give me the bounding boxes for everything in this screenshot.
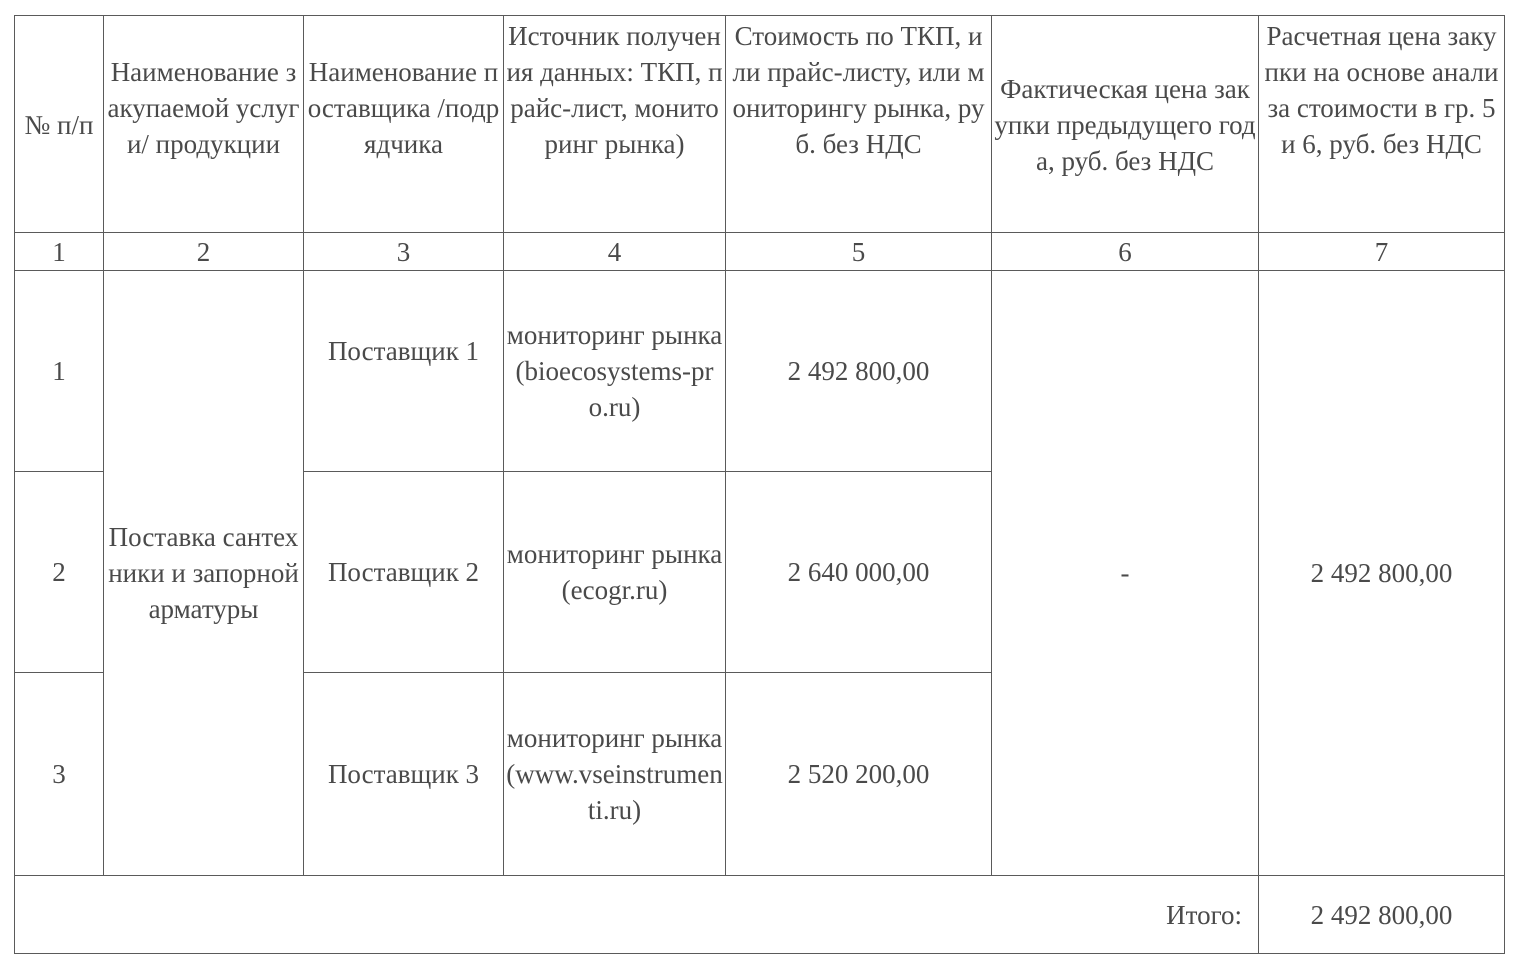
total-label: Итого: — [15, 876, 1259, 954]
header-col-cost: Стоимость по ТКП, или прайс-листу, или мониторингу рынка, руб. без НДС — [726, 16, 992, 233]
calculated-price: 2 492 800,00 — [1259, 271, 1505, 876]
row-number: 3 — [15, 673, 104, 876]
column-number: 3 — [304, 233, 504, 271]
total-row — [15, 876, 1505, 954]
column-number: 2 — [104, 233, 304, 271]
supplier-cost: 2 492 800,00 — [726, 271, 992, 472]
header-col-calculated: Расчетная цена закупки на основе анализа стоимости в гр. 5 и 6, руб. без НДС — [1259, 16, 1505, 233]
data-source: мониторинг рынка (bioecosystems-pro.ru) — [504, 271, 726, 472]
supplier-name: Поставщик 3 — [304, 673, 504, 876]
product-name: Поставка сантехники и запорной арматуры — [104, 271, 304, 876]
column-number: 7 — [1259, 233, 1505, 271]
supplier-name: Поставщик 2 — [304, 472, 504, 673]
column-number: 4 — [504, 233, 726, 271]
column-number: 6 — [992, 233, 1259, 271]
data-source: мониторинг рынка (ecogr.ru) — [504, 472, 726, 673]
previous-year-price: - — [992, 271, 1259, 876]
column-number: 1 — [15, 233, 104, 271]
row-number: 1 — [15, 271, 104, 472]
header-col-supplier: Наименование поставщика /подрядчика — [304, 16, 504, 233]
data-source: мониторинг рынка (www.vseinstrumenti.ru) — [504, 673, 726, 876]
column-numbers-row — [15, 233, 1505, 271]
table-row — [15, 271, 1505, 472]
header-col-previous-year: Фактическая цена закупки предыдущего года, руб. без НДС — [992, 16, 1259, 233]
header-col-number: № п/п — [15, 16, 104, 233]
total-value: 2 492 800,00 — [1259, 876, 1505, 954]
column-number: 5 — [726, 233, 992, 271]
header-col-product: Наименование закупаемой услуги/ продукции — [104, 16, 304, 233]
header-row — [15, 16, 1505, 233]
supplier-name: Поставщик 1 — [304, 271, 504, 472]
supplier-cost: 2 640 000,00 — [726, 472, 992, 673]
price-analysis-document — [14, 15, 1504, 954]
price-analysis-table — [14, 15, 1505, 954]
row-number: 2 — [15, 472, 104, 673]
header-col-source: Источник получения данных: ТКП, прайс-лист, мониторинг рынка) — [504, 16, 726, 233]
supplier-cost: 2 520 200,00 — [726, 673, 992, 876]
